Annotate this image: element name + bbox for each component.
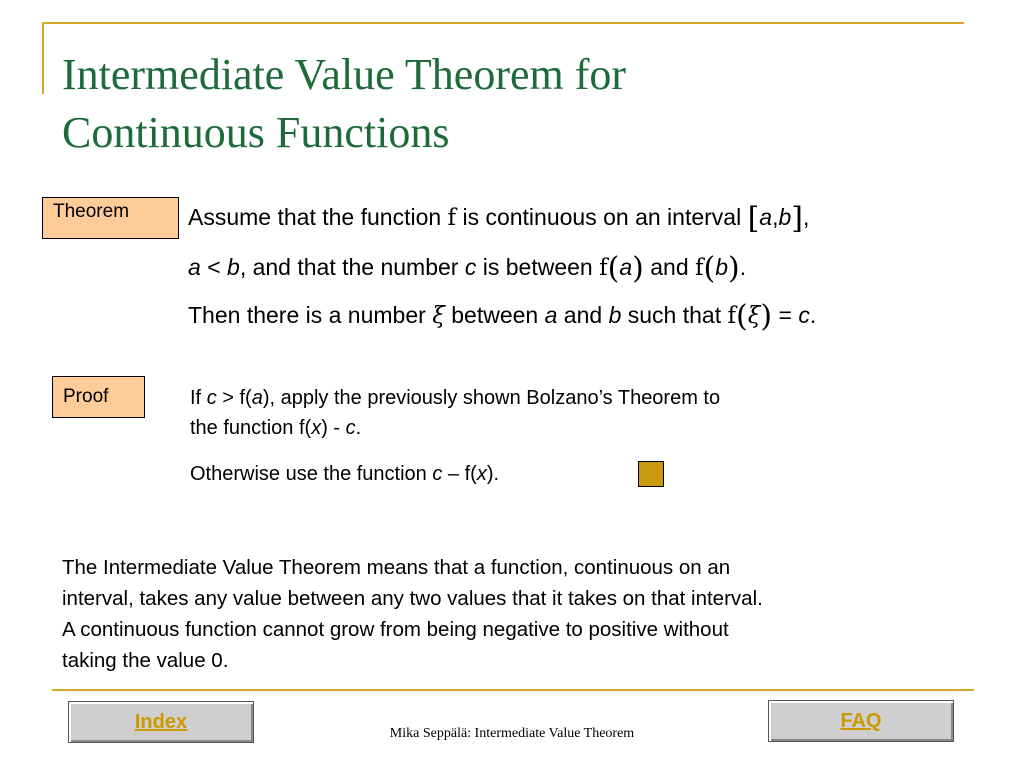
slide-footer: Mika Seppälä: Intermediate Value Theorem — [389, 726, 635, 741]
title-line-2: Continuous Functions — [62, 108, 450, 157]
index-link[interactable]: Index — [134, 710, 188, 733]
theorem-line-2: a < b, and that the number c is between f(a) and f(b). — [188, 251, 747, 286]
theorem-label: Theorem — [42, 197, 179, 239]
theorem-line-1: Assume that the function f is continuous on an interval [a,b], — [188, 201, 810, 236]
faq-button[interactable] — [768, 700, 954, 742]
proof-line-1: If c > f(a), apply the previously shown Bolzano’s Theorem to — [190, 387, 721, 409]
qed-square-button[interactable] — [638, 461, 664, 487]
footer-divider — [52, 689, 974, 691]
theorem-line-3: Then there is a number ξ between a and b such that f(ξ) = c. — [188, 299, 817, 334]
explanation-paragraph: The Intermediate Value Theorem means that a function, continuous on an interval, takes any value between any two values that it takes on that interval. A continuous function cannot grow from being negative to positive without taking the value 0. — [62, 556, 763, 672]
title-line-1: Intermediate Value Theorem for — [62, 50, 627, 99]
faq-link[interactable]: FAQ — [840, 709, 882, 732]
frame-top-rule — [42, 22, 964, 24]
proof-line-3: Otherwise use the function c – f(x). — [190, 463, 500, 485]
frame-left-rule — [42, 22, 44, 94]
proof-line-2: the function f(x) - c. — [190, 417, 362, 439]
proof-label: Proof — [52, 376, 145, 418]
slide-title — [62, 46, 942, 162]
